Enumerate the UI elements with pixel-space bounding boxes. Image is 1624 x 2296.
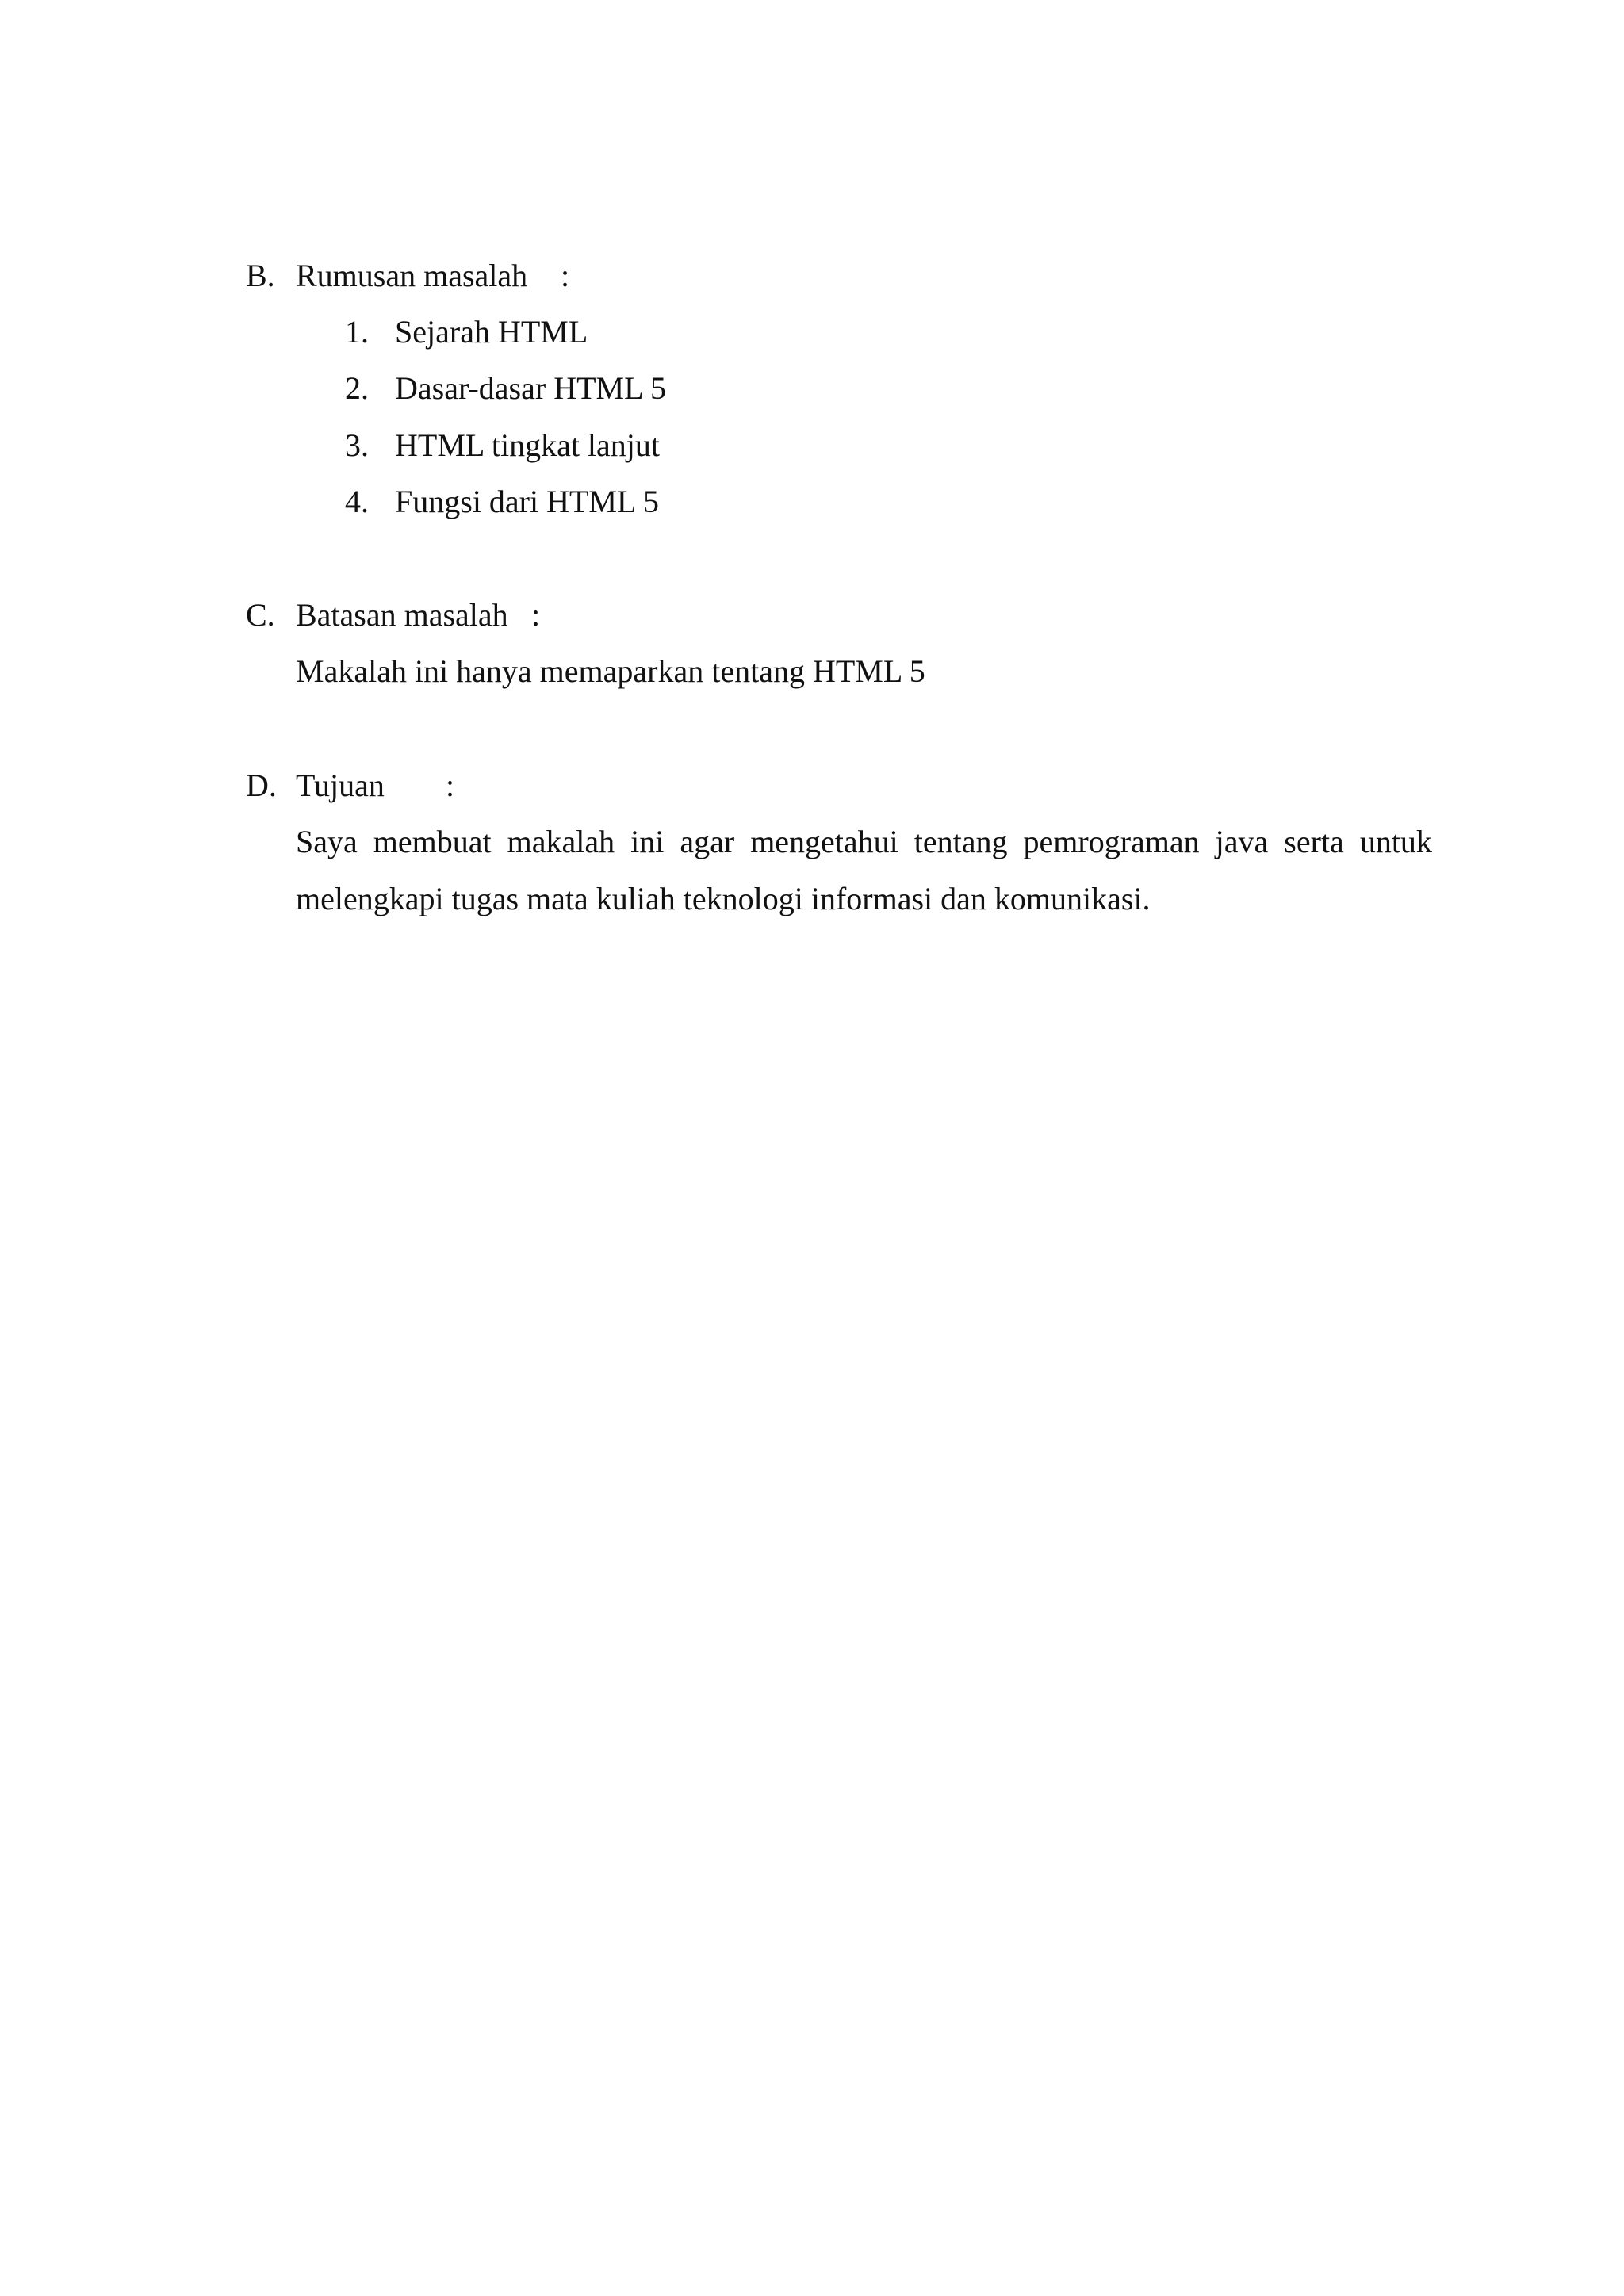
- word: agar: [680, 824, 735, 859]
- list-item-number: 1.: [345, 314, 369, 350]
- word: membuat: [373, 824, 492, 859]
- section-b-title: Rumusan masalah: [296, 258, 528, 293]
- section-d-title: Tujuan: [296, 767, 385, 803]
- word: mengetahui: [750, 824, 898, 859]
- list-item-number: 4.: [345, 484, 369, 519]
- section-d-letter: D.: [246, 767, 277, 803]
- list-item-text: HTML tingkat lanjut: [395, 427, 661, 463]
- list-item-text: Sejarah HTML: [395, 314, 588, 350]
- list-item-text: Fungsi dari HTML 5: [395, 484, 659, 519]
- word: tentang: [914, 824, 1008, 859]
- section-b-letter: B.: [246, 258, 275, 293]
- word: ini: [630, 824, 665, 859]
- section-c-colon: :: [531, 597, 541, 633]
- section-c-letter: C.: [246, 597, 275, 633]
- word: pemrograman: [1023, 824, 1200, 859]
- word: makalah: [507, 824, 615, 859]
- section-d-body-line-2: melengkapi tugas mata kuliah teknologi informasi dan komunikasi.: [296, 881, 1151, 916]
- section-c-body: Makalah ini hanya memaparkan tentang HTML 5: [296, 653, 925, 689]
- list-item-number: 2.: [345, 370, 369, 406]
- word: java: [1215, 824, 1269, 859]
- word: untuk: [1359, 824, 1432, 859]
- section-b-colon: :: [561, 258, 570, 293]
- word: Saya: [296, 824, 358, 859]
- section-c-title: Batasan masalah: [296, 597, 508, 633]
- list-item-number: 3.: [345, 427, 369, 463]
- section-d-body-line-1: [296, 826, 1432, 858]
- section-d-colon: :: [446, 767, 455, 803]
- list-item-text: Dasar-dasar HTML 5: [395, 370, 667, 406]
- word: serta: [1284, 824, 1344, 859]
